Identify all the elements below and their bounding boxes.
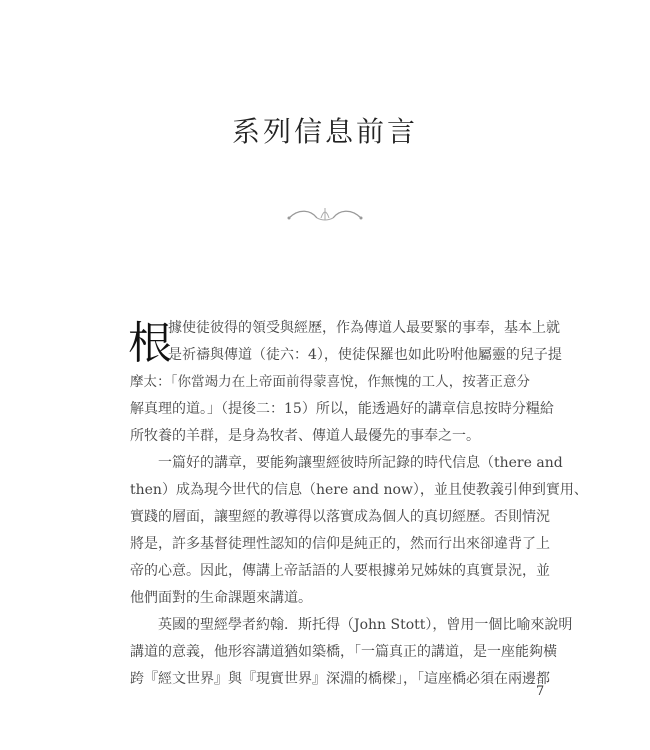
body-line: 摩太：「你當竭力在上帝面前得蒙喜悅，作無愧的工人，按著正意分 (130, 374, 530, 390)
page-title: 系列信息前言 (231, 115, 418, 148)
body-line: 講道的意義，他形容講道猶如築橋，「一篇真正的講道，是一座能夠橫 (130, 644, 557, 660)
body-line: 他們面對的生命課題來講道。 (130, 590, 312, 606)
body-line: then）成為現今世代的信息（here and now），並且使教義引伸到實用、 (130, 482, 588, 498)
body-line: 跨『經文世界』與『現實世界』深淵的橋樑」，「這座橋必須在兩邊都 (130, 671, 550, 687)
ornament-divider-icon (285, 200, 365, 226)
body-line: 實踐的層面，讓聖經的教導得以落實成為個人的真切經歷。否則情況 (130, 509, 550, 525)
body-line: 是祈禱與傳道（徒六：4），使徒保羅也如此吩咐他屬靈的兒子提 (168, 347, 562, 363)
body-line: 將是，許多基督徒理性認知的信仰是純正的，然而行出來卻違背了上 (130, 536, 550, 552)
page-number: 7 (536, 684, 545, 699)
body-line: 解真理的道。」（提後二：15）所以，能透過好的講章信息按時分糧給 (130, 401, 554, 417)
drop-cap: 根 (128, 318, 172, 369)
body-line: 所牧養的羊群，是身為牧者、傳道人最優先的事奉之一。 (130, 428, 480, 444)
body-line: 帝的心意。因此，傳講上帝話語的人要根據弟兄姊妹的真實景況，並 (130, 563, 550, 579)
body-line: 一篇好的講章，要能夠讓聖經彼時所記錄的時代信息（there and (158, 455, 563, 471)
body-line: 據使徒彼得的領受與經歷，作為傳道人最要緊的事奉，基本上就 (168, 320, 560, 336)
body-line: 英國的聖經學者約翰．斯托得（John Stott），曾用一個比喻來說明 (158, 617, 573, 633)
